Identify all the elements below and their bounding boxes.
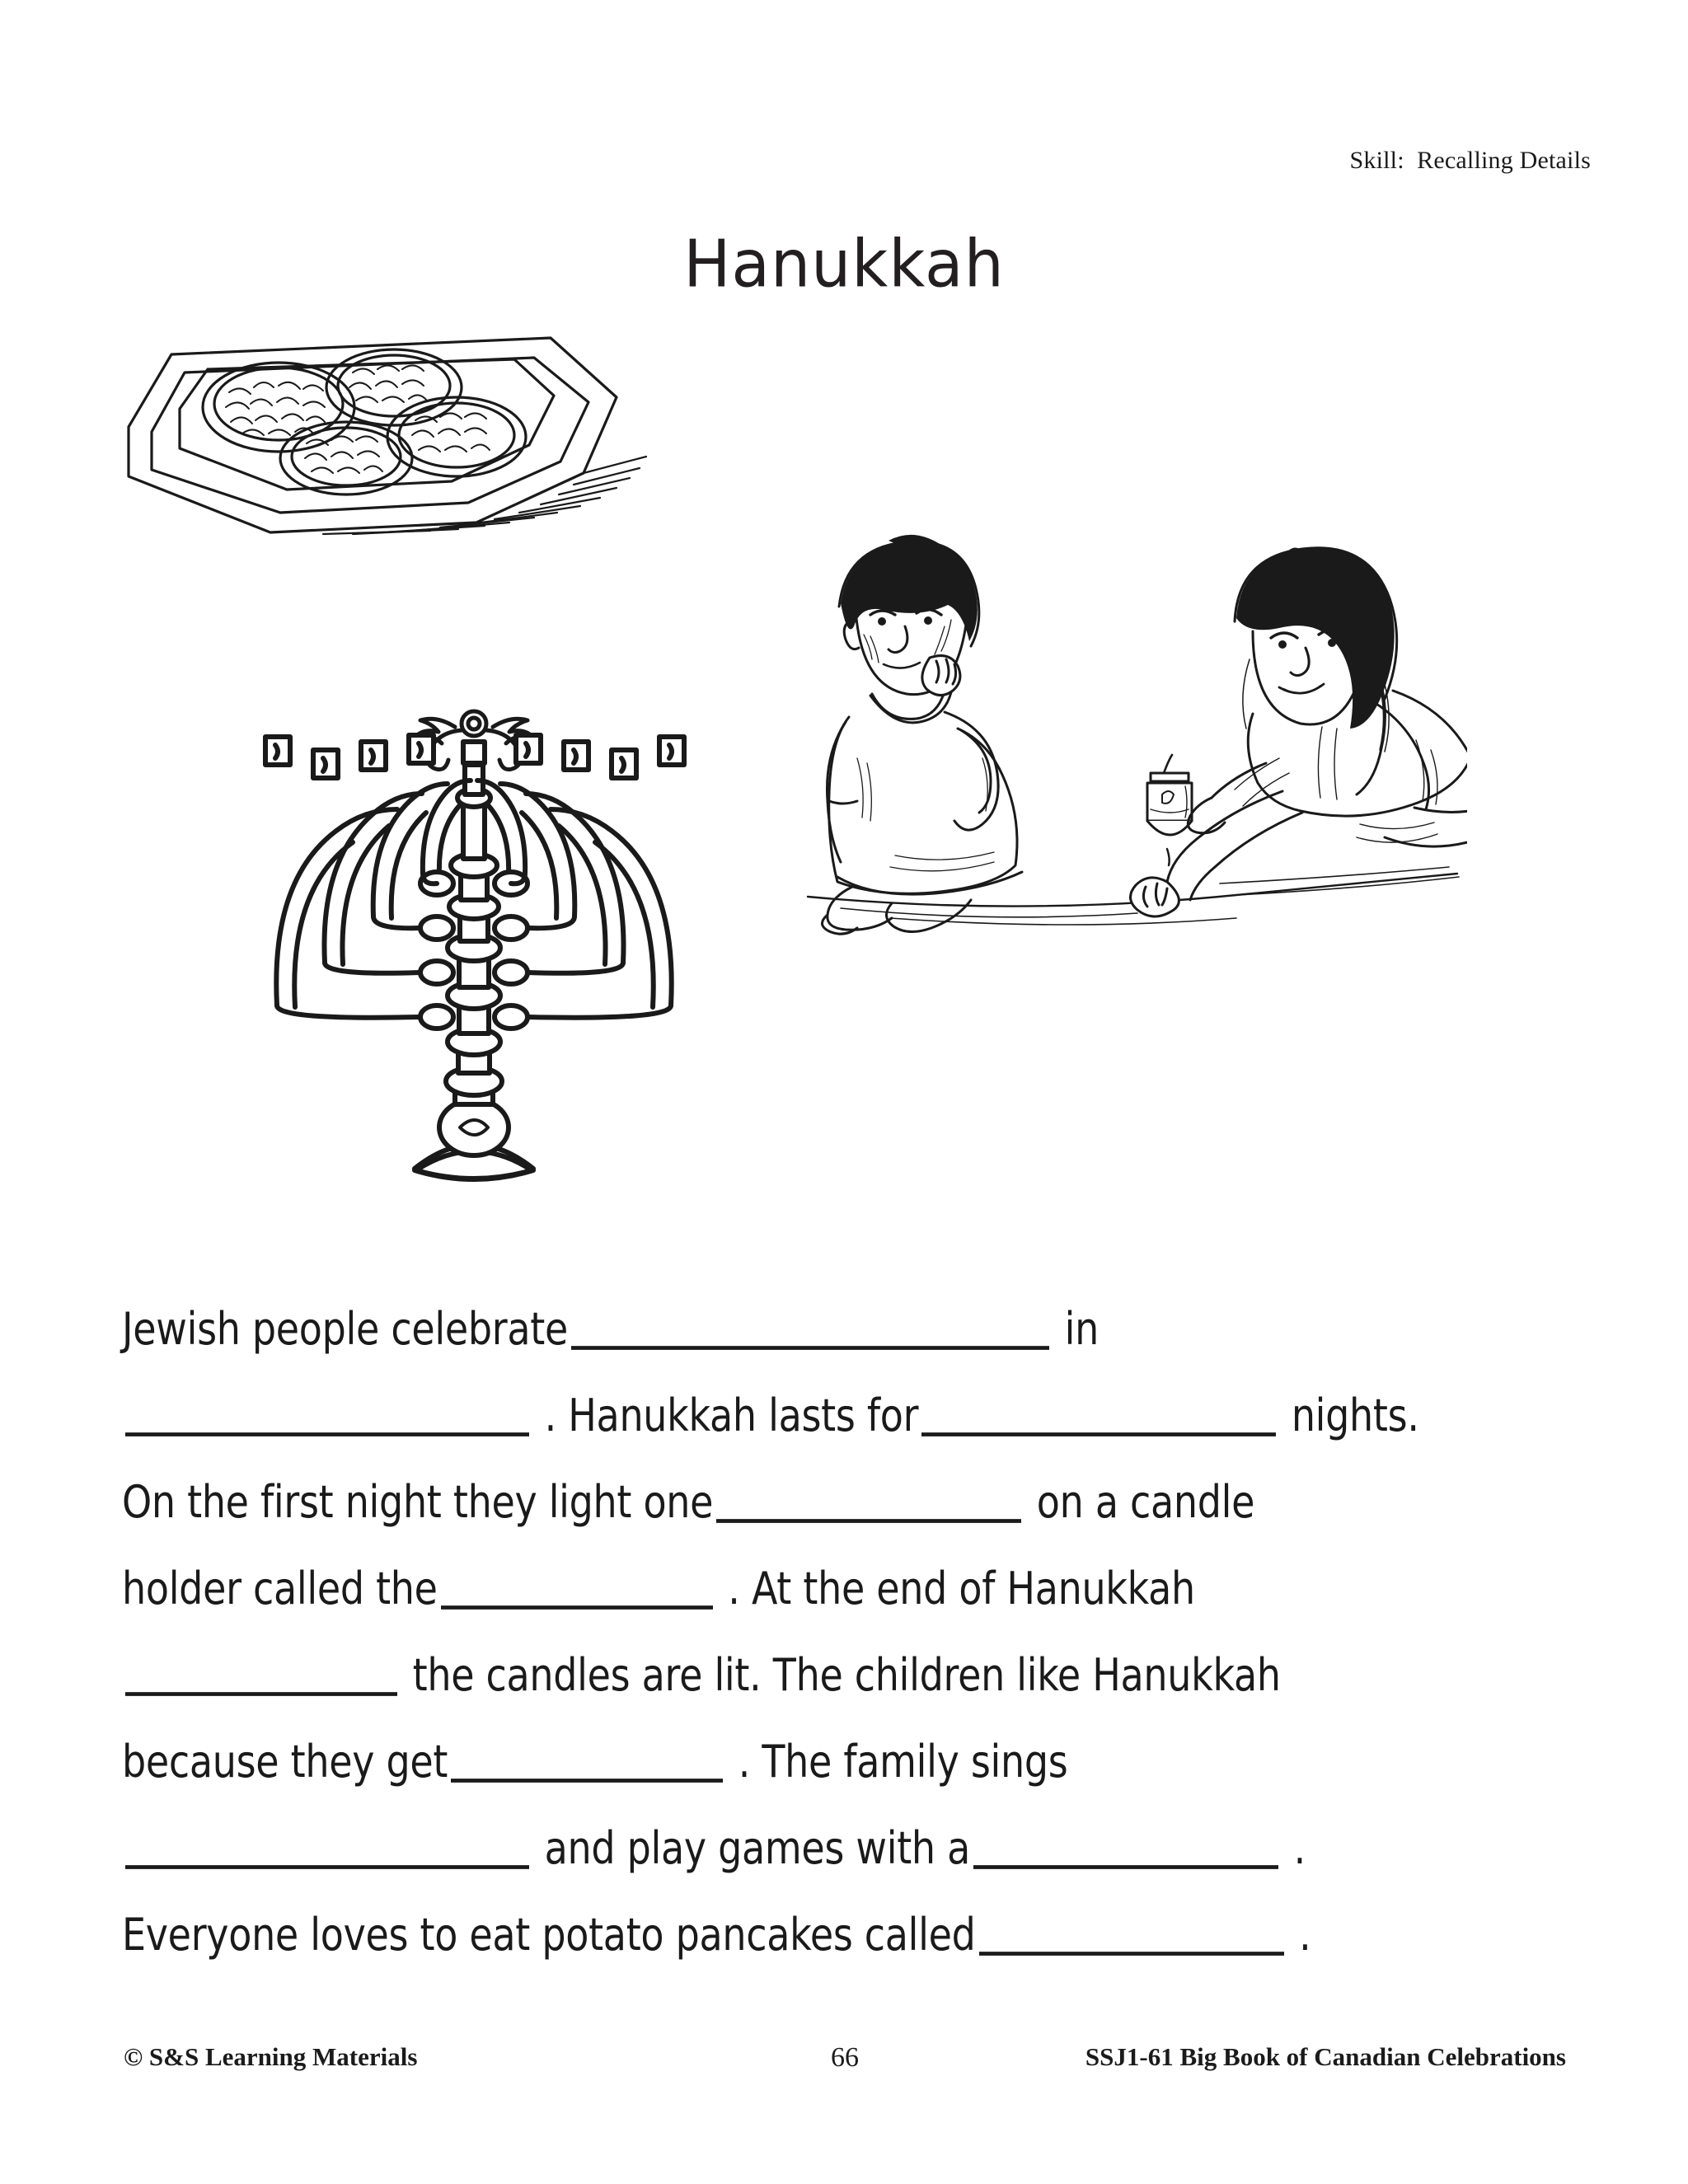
latkes-platter-illustration [122,312,748,559]
answer-blank[interactable] [125,1382,529,1436]
passage-text: and play games with a [544,1821,970,1874]
page-title: Hanukkah [683,224,1005,302]
answer-blank[interactable] [979,1901,1284,1956]
answer-blank[interactable] [451,1728,723,1783]
answer-blank[interactable] [921,1382,1276,1436]
passage-text: in [1064,1302,1099,1355]
passage-text: holder called the [122,1562,438,1615]
answer-blank[interactable] [125,1815,529,1869]
passage-text: . [1299,1908,1311,1961]
answer-blank[interactable] [571,1296,1049,1350]
footer-book-title: SSJ1-61 Big Book of Canadian Celebrations [1085,2042,1566,2071]
passage-text: nights. [1291,1389,1419,1441]
passage-text: the candles are lit. The children like Hanukkah [412,1648,1281,1701]
passage-text: . The family sings [738,1735,1068,1788]
children-playing-dreidel-illustration [791,511,1467,972]
menorah-illustration [239,676,709,1187]
passage-text: . Hanukkah lasts for [544,1389,919,1441]
passage-text: on a candle [1036,1475,1255,1528]
passage-text: because they get [122,1735,448,1788]
passage-text: . [1293,1821,1306,1874]
passage-line-8 [122,1884,1573,1986]
passage-text: Everyone loves to eat potato pancakes called [122,1908,976,1961]
answer-blank[interactable] [973,1815,1278,1869]
fill-in-the-blank-passage [122,1286,1573,1978]
passage-text: On the first night they light one [122,1475,714,1528]
answer-blank[interactable] [441,1555,713,1610]
passage-text: Jewish people celebrate [122,1302,568,1355]
page-footer [124,2042,1566,2088]
footer-copyright: © S&S Learning Materials [124,2042,418,2071]
answer-blank[interactable] [716,1469,1021,1523]
skill-label: Skill: Recalling Details [1349,147,1591,174]
passage-text: . At the end of Hanukkah [728,1562,1195,1615]
answer-blank[interactable] [125,1642,397,1696]
footer-page-number: 66 [831,2042,859,2073]
